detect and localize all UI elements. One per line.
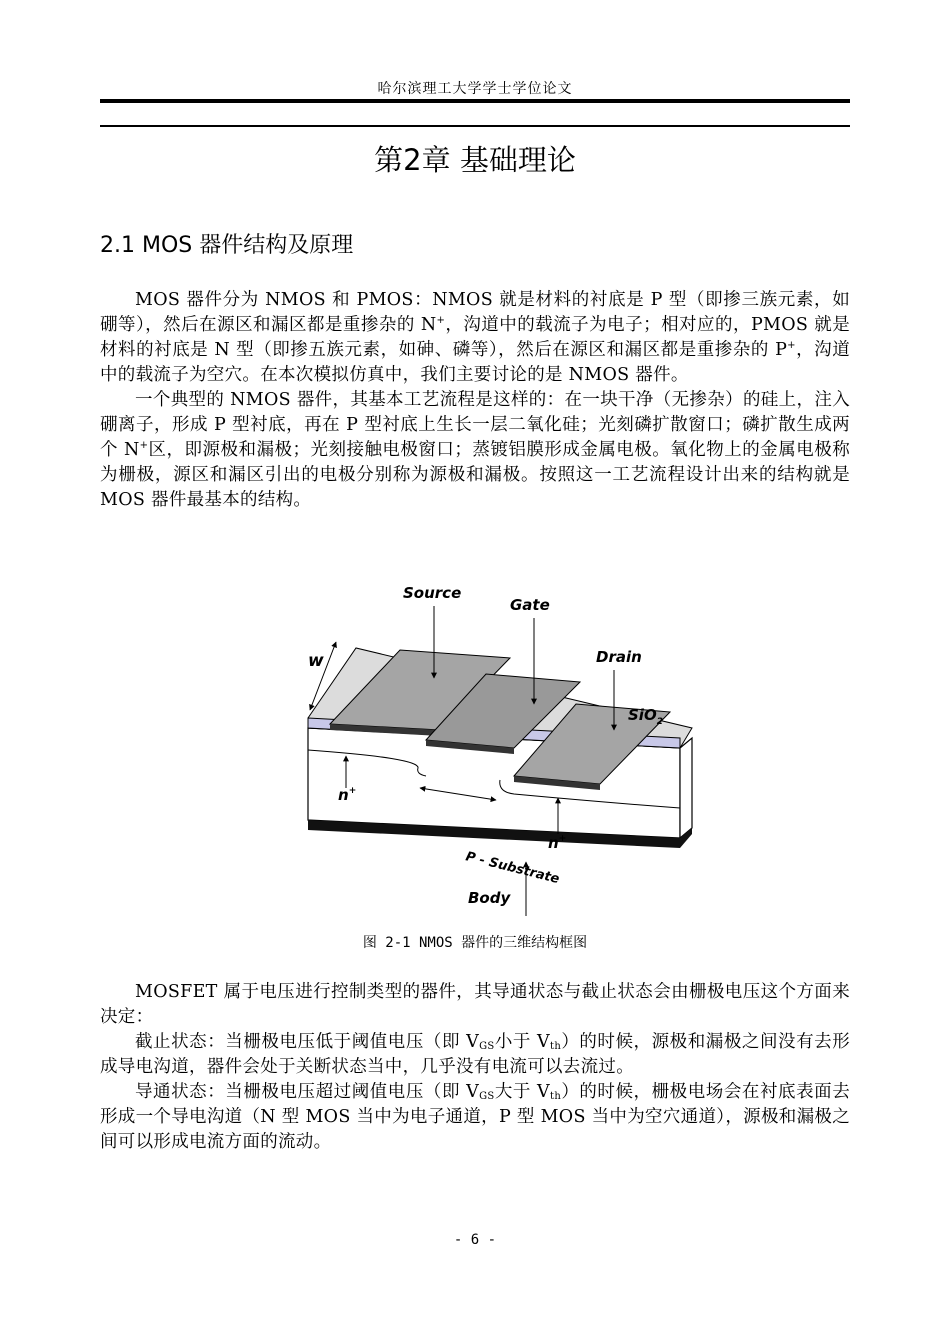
- substrate-side-face: [680, 738, 692, 838]
- body-text-bottom: [100, 980, 850, 1155]
- paragraph-2: 一个典型的 NMOS 器件，其基本工艺流程是这样的：在一块干净（无掺杂）的硅上，注入硼离子，形成 P 型衬底，再在 P 型衬底上生长一层二氧化硅；光刻磷扩散窗口；磷扩散生成两个 N+区，即源极和漏极；光刻接触电极窗口；蒸镀铝膜形成金属电极。氧化物上的金属电极称为栅极，源区和漏区引出的电极分别称为源极和漏极。按照这一工艺流程设计出来的结构就是 MOS 器件最基本的结构。: [100, 390, 851, 510]
- header-rule-thick: [100, 99, 850, 103]
- page-number: - 6 -: [453, 1232, 497, 1248]
- nmos-structure-diagram: [300, 578, 700, 920]
- paper-page: [100, 0, 850, 1342]
- gate-label: Gate: [510, 596, 550, 614]
- body-label: Body: [468, 889, 511, 907]
- source-label: Source: [403, 584, 462, 602]
- substrate-label: P - Substrate: [464, 849, 561, 888]
- paragraph-4: 截止状态：当栅极电压低于阈值电压（即 $V_{GS}$小于 $V_{th}$）的时候，源极和漏极之间没有去形成导电沟道，器件会处于关断状态当中，几乎没有电流可以去流过。: [100, 1032, 850, 1077]
- sio2-label: SiO$_2$: [628, 706, 663, 727]
- width-label: w: [308, 651, 324, 671]
- header-rule-thin: [100, 125, 850, 127]
- paragraph-5: 导通状态：当栅极电压超过阈值电压（即 $V_{GS}$大于 $V_{th}$）的时候，栅极电场会在衬底表面去形成一个导电沟道（N 型 MOS 当中为电子通道，P 型 MOS 当中为空穴通道），源极和漏极之间可以形成电流方面的流动。: [100, 1082, 850, 1152]
- running-header: 哈尔滨理工大学学士学位论文: [377, 81, 573, 97]
- n-plus-left-label: n+: [338, 786, 357, 804]
- paragraph-1: MOS 器件分为 NMOS 和 PMOS：NMOS 就是材料的衬底是 P 型（即掺三族元素，如硼等），然后在源区和漏区都是重掺杂的 N+，沟道中的载流子为电子；相对应的，PMOS 就是材料的衬底是 N 型（即掺五族元素，如砷、磷等），然后在源区和漏区都是重掺杂的 P+，沟道中的载流子为空穴。在本次模拟仿真中，我们主要讨论的是 NMOS 器件。: [100, 290, 850, 385]
- drain-label: Drain: [596, 648, 642, 666]
- nmos-3d-figure: [300, 578, 700, 920]
- paragraph-3: MOSFET 属于电压进行控制类型的器件，其导通状态与截止状态会由栅极电压这个方面来决定：: [100, 982, 850, 1027]
- figure-caption: 图 2-1 NMOS 器件的三维结构框图: [362, 935, 588, 951]
- chapter-title: 第2章 基础理论: [374, 143, 576, 177]
- n-plus-right-label: n+: [548, 834, 567, 852]
- body-text-top: [100, 288, 850, 513]
- section-title: 2.1 MOS 器件结构及原理: [100, 233, 354, 258]
